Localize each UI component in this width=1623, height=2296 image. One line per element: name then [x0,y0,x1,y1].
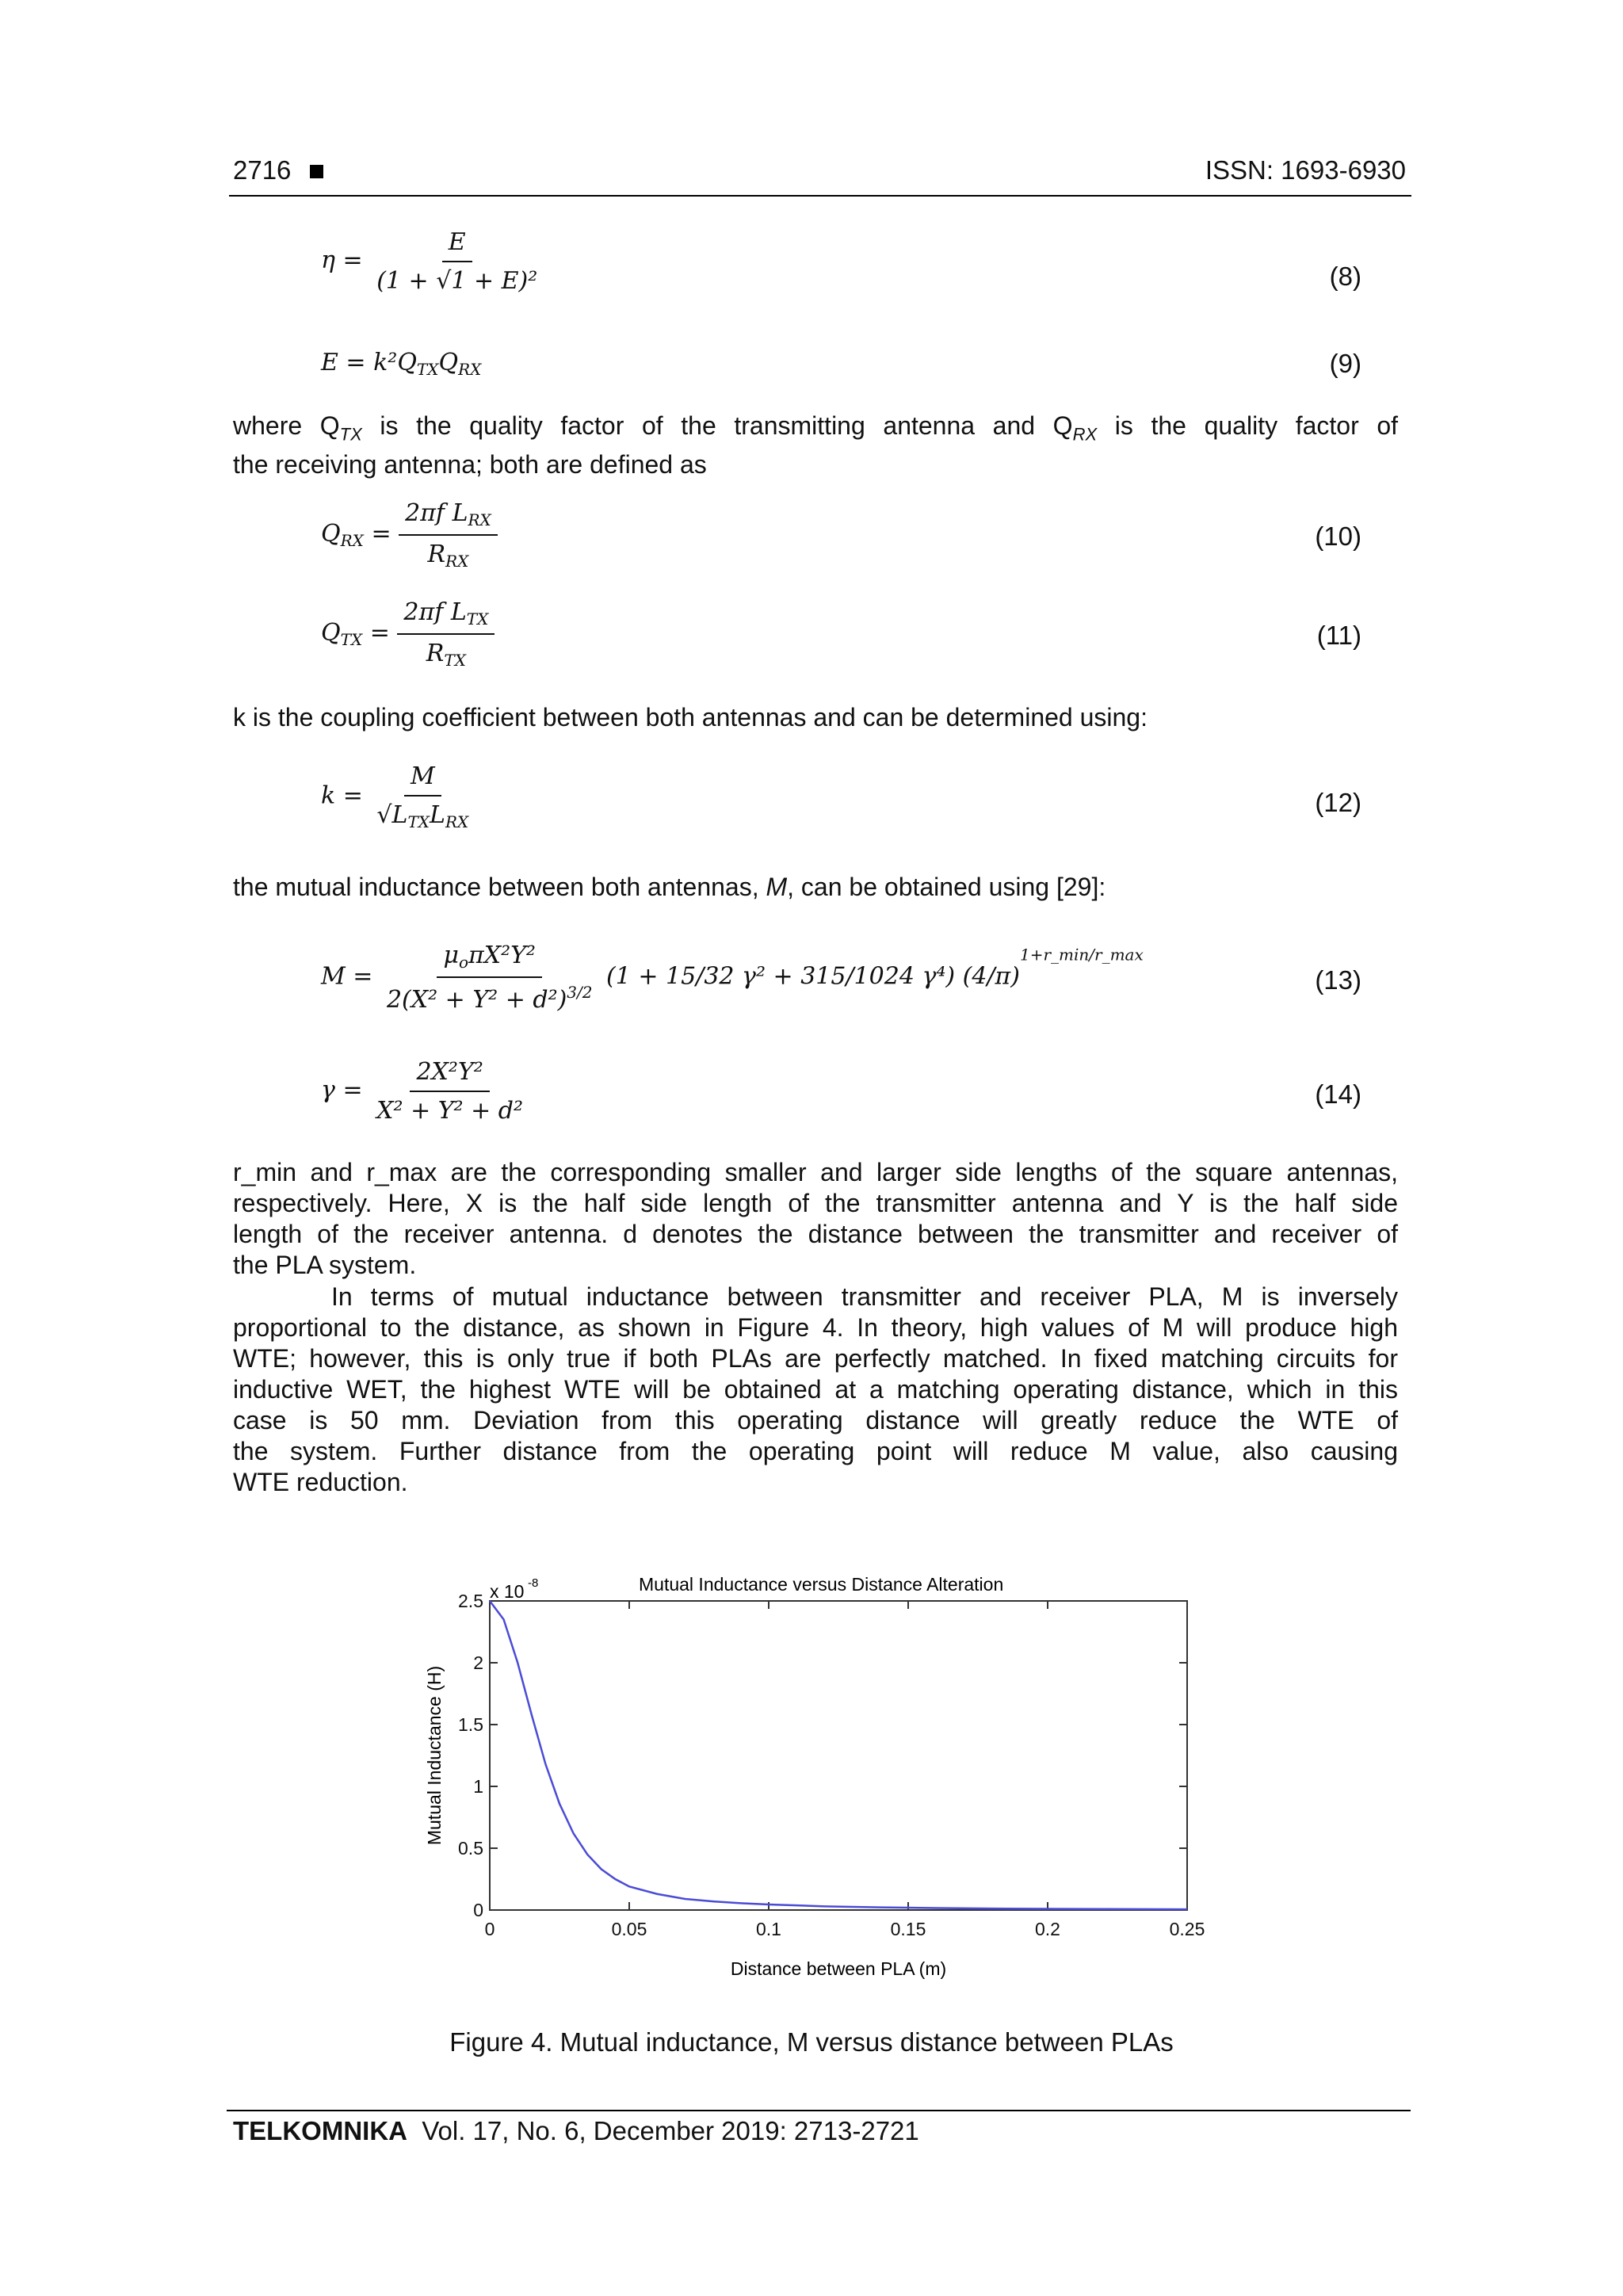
y-tick-label: 0.5 [458,1838,483,1859]
x-tick-label: 0.15 [890,1919,926,1939]
paragraph-discussion: In terms of mutual inductance between transmitter and receiver PLA, M is inversely proportional to the distance, as shown in Figure 4. In theory, high values of M will produce high WTE; however, this is only true if both PLAs are perfectly matched. In fixed matching circuits for inductive WET, the highest WTE will be obtained at a matching operating distance, which in this case is 50 mm. Deviation from this operating distance will greatly reduce the WTE of the system. Further distance from the operating point will reduce M value, also causing WTE reduction. [233,1282,1398,1496]
paragraph-mutual-inductance: the mutual inductance between both antennas, M, can be obtained using [29]: [233,873,1106,901]
y-axis-label: Mutual Inductance (H) [424,1665,445,1846]
journal-details: Vol. 17, No. 6, December 2019: 2713-2721 [422,2116,919,2145]
equation-number: (9) [1329,349,1361,378]
equation-8: η = $\frac{E}{\text{(1 + √1 + E)²}}$ [321,228,538,295]
y-tick-label: 1 [473,1776,483,1797]
equation-number: (11) [1316,621,1361,650]
equation-11: $Q_{TX}$ = $\frac{2\pi f L_{TX}}{R_{TX}}$ [321,598,495,670]
x-tick-label: 0.2 [1035,1919,1060,1939]
equation-number: (8) [1329,262,1361,291]
equation-number: (13) [1315,965,1361,995]
page-number: 2716 [233,155,323,185]
equation-number: (12) [1315,788,1361,817]
y-tick-label: 0 [473,1900,483,1920]
x-tick-label: 0 [484,1919,495,1939]
mutual-inductance-chart [412,1553,1236,1997]
x-axis-label: Distance between PLA (m) [730,1958,947,1979]
y-tick-label: 2.5 [458,1591,483,1611]
issn: ISSN: 1693-6930 [1205,155,1406,185]
equation-13: M = $\frac{\mu_o\pi X^2Y^2}{2(X^2 + Y^2 + d^2)^{3/2}}$ (1 + 15/32 γ² + 315/1024 γ⁴) $(4/\pi)^{1+r\_min/r\_max}$ [321,942,1144,1014]
figure-caption: Figure 4. Mutual inductance, M versus distance between PLAs [449,2027,1174,2057]
series-line [490,1601,1187,1909]
y-multiplier-exponent: -8 [528,1576,539,1590]
journal-name: TELKOMNIKA [233,2116,407,2145]
plot-frame [490,1601,1187,1910]
equation-number: (10) [1315,521,1361,551]
equation-9: $E = k^2Q_{TX}Q_{RX}$ [321,349,482,379]
paragraph-definitions: r_min and r_max are the corresponding smaller and larger side lengths of the square antennas, respectively. Here, X is the half side length of the transmitter antenna and Y is the half side length of the receiver antenna. d denotes the distance between the transmitter and receiver of the PLA system. [233,1158,1398,1279]
equation-10: $Q_{RX}$ = $\frac{2\pi f L_{RX}}{R_{RX}}$ [321,499,498,571]
equation-number: (14) [1315,1079,1361,1109]
y-tick-label: 1.5 [458,1714,483,1735]
x-tick-label: 0.05 [611,1919,647,1939]
x-tick-label: 0.1 [756,1919,781,1939]
footer-rule [227,2110,1411,2111]
paragraph-coupling: k is the coupling coefficient between both antennas and can be determined using: [233,703,1148,732]
equation-12: k = $\frac{M}{√L_{TX}L_{RX}}$ [321,762,469,831]
header-rule [229,195,1411,197]
equation-14: γ = $\frac{\text{2X²Y²}}{\text{X² + Y² + d²}}$ [321,1058,524,1125]
y-tick-label: 2 [473,1652,483,1673]
y-multiplier: x 10 [490,1581,525,1602]
paragraph-quality-factor: where $Q_{TX}$ is the quality factor of the transmitting antenna and $Q_{RX}$ is the quality factor of the receiving antenna; both are defined as [233,411,1399,479]
square-bullet-icon [310,165,323,178]
x-tick-label: 0.25 [1169,1919,1205,1939]
chart-title: Mutual Inductance versus Distance Alteration [639,1574,1004,1595]
footer [233,2116,919,2146]
